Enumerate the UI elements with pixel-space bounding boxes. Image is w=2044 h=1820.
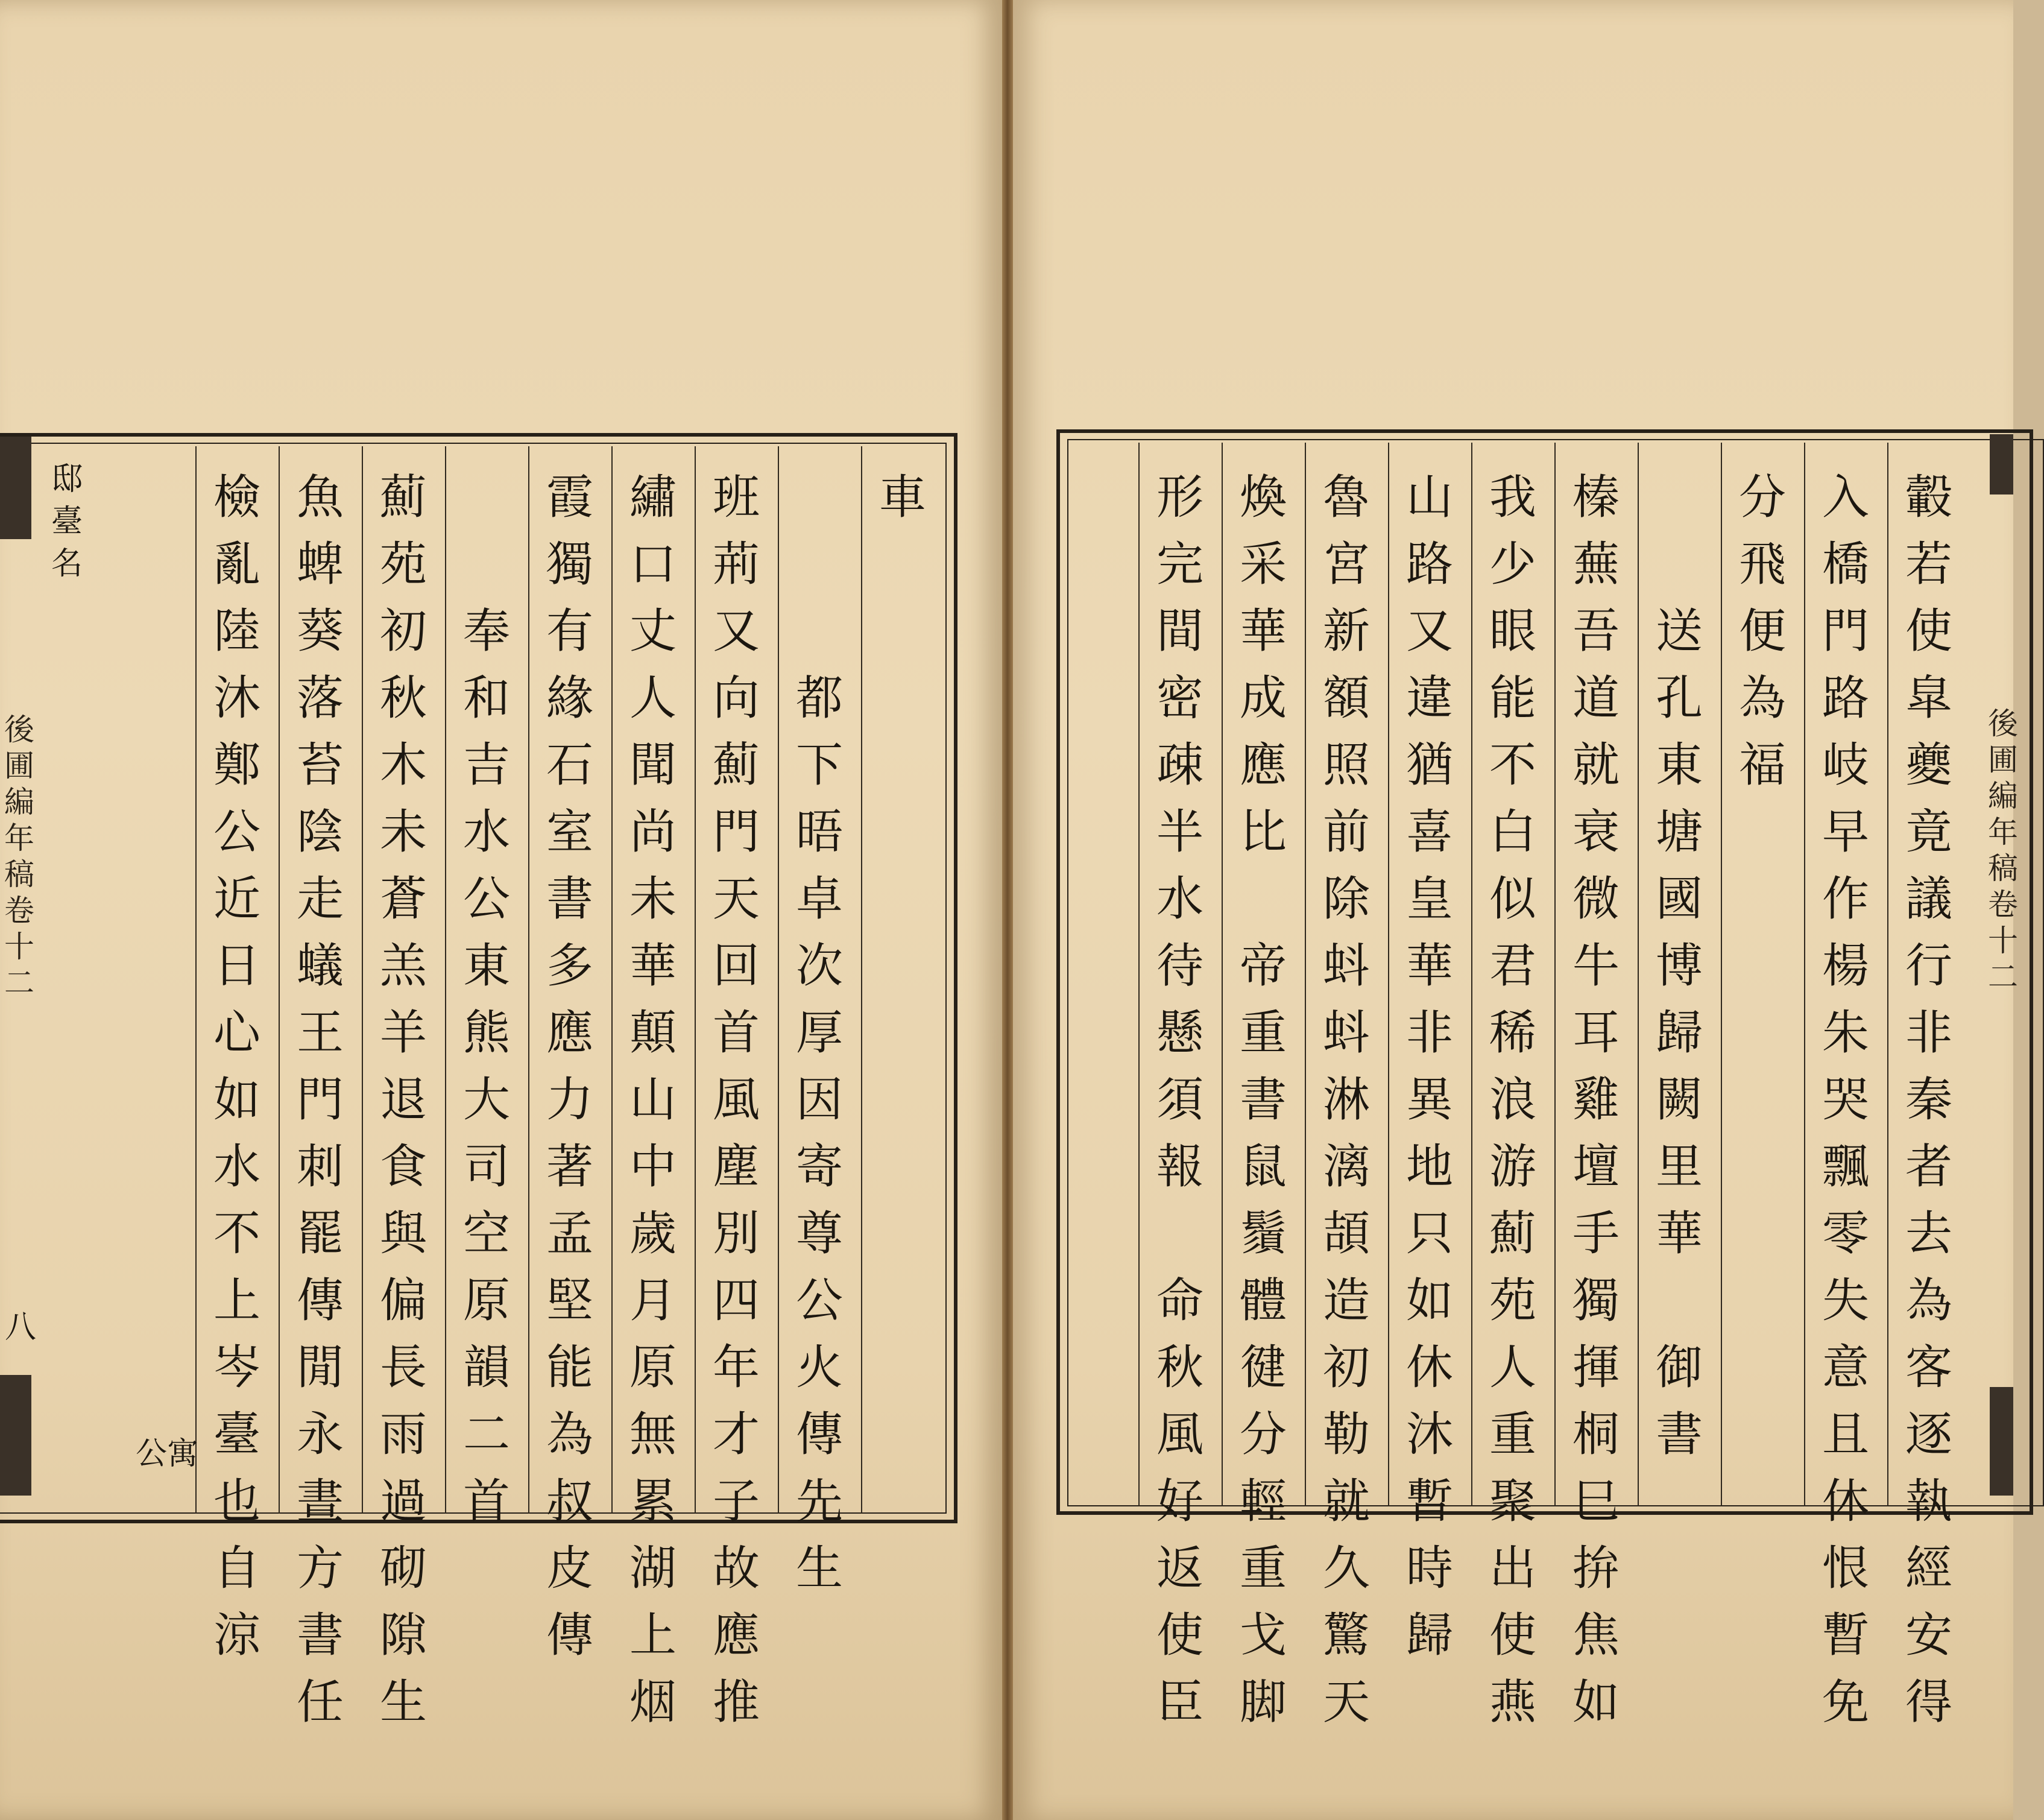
right-text-column-rule [1138, 443, 1140, 1506]
left-text-column-rule [695, 446, 696, 1514]
right-fold-strip-bottom [1990, 1387, 2013, 1496]
left-text-column-rule [362, 446, 363, 1514]
right-margin-title: 後 圃 編 年 稿 卷 十 二 [1988, 706, 2018, 994]
right-text-column: 入 橋 門 路 岐 早 作 楊 朱 哭 飄 零 失 意 且 休 恨 暫 免 [1822, 470, 1869, 1730]
left-text-column-rule [445, 446, 446, 1514]
left-text-column-rule [279, 446, 280, 1514]
right-text-column-rule [1222, 443, 1223, 1506]
left-text-column: 魚 蜱 葵 落 苔 陰 走 蟻 王 門 刺 罷 傳 閒 永 晝 方 書 任 [296, 470, 344, 1730]
left-text-column: 繡 口 丈 人 聞 尚 未 華 顛 山 中 歲 月 原 無 累 湖 上 烟 [629, 470, 677, 1730]
book-gutter [1002, 0, 1013, 1820]
right-text-column-rule [1804, 443, 1805, 1506]
left-fold-strip-bottom [0, 1375, 31, 1496]
left-margin-page-number: 八 [5, 1309, 37, 1345]
left-text-column: 奉 和 吉 水 公 東 熊 大 司 空 原 韻 二 首 [462, 604, 510, 1529]
right-text-column: 形 完 間 密 疎 半 水 待 懸 須 報 命 秋 風 好 返 使 臣 [1156, 470, 1203, 1730]
left-text-column: 都 下 晤 卓 次 厚 因 寄 尊 公 火 傳 先 生 [795, 671, 843, 1596]
right-fold-strip-top [1990, 434, 2013, 494]
interlinear-note [134, 1435, 200, 1473]
right-text-column-rule [1887, 443, 1888, 1506]
left-text-column: 霞 獨 有 緣 石 室 書 多 應 力 著 孟 堅 能 為 叔 皮 傳 [546, 470, 593, 1663]
right-text-column-rule [1471, 443, 1472, 1506]
right-text-column-rule [1388, 443, 1389, 1506]
left-text-column-rule [611, 446, 613, 1514]
right-text-column: 我 少 眼 能 不 白 似 君 稀 浪 游 薊 苑 人 重 聚 出 使 燕 [1489, 470, 1536, 1730]
right-text-column: 轂 若 使 皐 夔 竟 議 行 非 秦 者 去 為 客 逐 執 經 安 得 [1905, 470, 1952, 1730]
right-text-column: 分 飛 便 為 福 [1738, 470, 1786, 792]
right-text-column: 山 路 又 違 猶 喜 皇 華 非 異 地 只 如 休 沐 暫 時 歸 [1405, 470, 1453, 1663]
small-annotation-column: 邸 臺 名 [51, 461, 83, 582]
right-text-column-rule [1305, 443, 1306, 1506]
right-text-column: 魯 宮 新 額 照 前 除 蚪 蚪 淋 漓 頡 造 初 勒 就 久 驚 天 [1322, 470, 1370, 1730]
interlinear-note-text: 公寓 [135, 1436, 198, 1472]
left-text-column: 車 [878, 470, 926, 525]
right-text-column-rule [1554, 443, 1556, 1506]
left-text-column: 檢 亂 陸 沐 鄭 公 近 日 心 如 水 不 上 岑 臺 也 自 涼 [213, 470, 260, 1663]
left-text-column-rule [778, 446, 779, 1514]
left-text-column-rule [195, 446, 197, 1514]
right-text-column-rule [1721, 443, 1722, 1506]
right-text-column-rule [1638, 443, 1639, 1506]
left-text-column: 薊 苑 初 秋 木 未 蒼 羔 羊 退 食 與 偏 長 雨 過 砌 隙 生 [379, 470, 427, 1730]
left-text-column: 班 荊 又 向 薊 門 天 回 首 風 塵 別 四 年 才 子 故 應 推 [712, 470, 760, 1730]
right-text-column: 送 孔 東 塘 國 博 歸 闕 里 華 御 書 [1655, 604, 1703, 1462]
right-text-column: 榛 蕪 吾 道 就 衰 微 牛 耳 雞 壇 手 獨 揮 桐 巳 拚 焦 如 [1572, 470, 1620, 1730]
left-margin-title: 後 圃 編 年 稿 卷 十 二 [4, 712, 34, 1000]
left-fold-strip-top [0, 437, 31, 539]
right-text-column: 煥 采 華 成 應 比 帝 重 書 鼠 鬚 體 徤 分 輕 重 戈 脚 [1239, 470, 1287, 1730]
left-text-column-rule [861, 446, 862, 1514]
left-text-column-rule [528, 446, 529, 1514]
